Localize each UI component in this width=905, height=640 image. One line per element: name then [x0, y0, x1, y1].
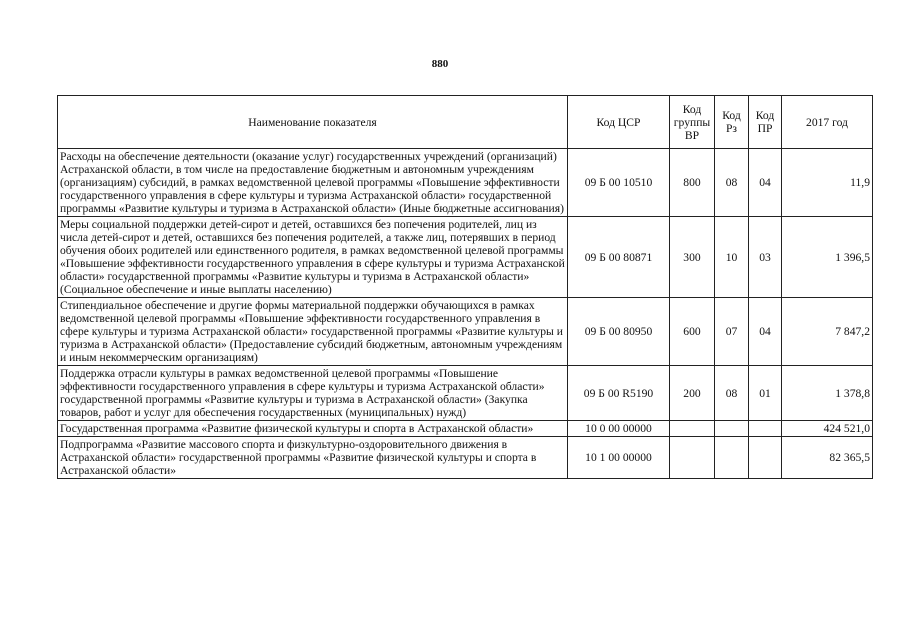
row-csr: 09 Б 00 80950: [568, 298, 670, 366]
row-vr: 600: [670, 298, 715, 366]
row-amount: 1 378,8: [782, 366, 873, 421]
row-csr: 10 0 00 00000: [568, 421, 670, 437]
row-rz: 08: [715, 149, 749, 217]
header-rz: Код Рз: [715, 96, 749, 149]
header-name: Наименование показателя: [58, 96, 568, 149]
row-csr: 09 Б 00 R5190: [568, 366, 670, 421]
row-name: Меры социальной поддержки детей-сирот и детей, оставшихся без попечения родителей, лиц из числа детей-сирот и детей, оставшихся без попечения родителей, а также лиц, потерявших в период обучения обоих родителей или единственного родителя, в рамках ведомственной целевой программы «Повышение эффективности государственного управления в сфере культуры и туризма Астраханской области» государственной программы «Развитие культуры и туризма в Астраханской области» (Социальное обеспечение и иные выплаты населению): [58, 217, 568, 298]
row-pr: 03: [749, 217, 782, 298]
row-vr: 300: [670, 217, 715, 298]
row-rz: [715, 421, 749, 437]
row-rz: 08: [715, 366, 749, 421]
row-vr: 200: [670, 366, 715, 421]
row-pr: 04: [749, 298, 782, 366]
row-amount: 1 396,5: [782, 217, 873, 298]
row-pr: 01: [749, 366, 782, 421]
header-year: 2017 год: [782, 96, 873, 149]
row-csr: 09 Б 00 80871: [568, 217, 670, 298]
row-rz: [715, 437, 749, 479]
row-csr: 10 1 00 00000: [568, 437, 670, 479]
table-row: [58, 366, 873, 421]
table-header: [58, 96, 873, 149]
budget-table: [57, 95, 873, 479]
table-row: [58, 298, 873, 366]
table-row: [58, 217, 873, 298]
row-rz: 07: [715, 298, 749, 366]
row-csr: 09 Б 00 10510: [568, 149, 670, 217]
row-pr: 04: [749, 149, 782, 217]
row-pr: [749, 421, 782, 437]
row-name: Поддержка отрасли культуры в рамках ведомственной целевой программы «Повышение эффективности государственного управления в сфере культуры и туризма Астраханской области» государственной программы «Развитие культуры и туризма в Астраханской области» (Закупка товаров, работ и услуг для обеспечения государственных (муниципальных) нужд): [58, 366, 568, 421]
header-vr: Код группы ВР: [670, 96, 715, 149]
table-body: [58, 149, 873, 479]
row-name: Государственная программа «Развитие физической культуры и спорта в Астраханской области»: [58, 421, 568, 437]
page-number: 880: [431, 58, 449, 70]
row-amount: 82 365,5: [782, 437, 873, 479]
table-row: [58, 437, 873, 479]
table-row: [58, 421, 873, 437]
header-csr: Код ЦСР: [568, 96, 670, 149]
header-row: [58, 96, 873, 149]
row-vr: [670, 437, 715, 479]
table-row: [58, 149, 873, 217]
row-rz: 10: [715, 217, 749, 298]
row-pr: [749, 437, 782, 479]
row-vr: 800: [670, 149, 715, 217]
row-name: Стипендиальное обеспечение и другие формы материальной поддержки обучающихся в рамках ведомственной целевой программы «Повышение эффективности государственного управления в сфере культуры и туризма Астраханской области» государственной программы «Развитие культуры и туризма в Астраханской области» (Предоставление субсидий бюджетным, автономным учреждениям и иным некоммерческим организациям): [58, 298, 568, 366]
row-name: Подпрограмма «Развитие массового спорта и физкультурно-оздоровительного движения в Астраханской области» государственной программы «Развитие физической культуры и спорта в Астраханской области»: [58, 437, 568, 479]
header-pr: Код ПР: [749, 96, 782, 149]
row-vr: [670, 421, 715, 437]
row-amount: 11,9: [782, 149, 873, 217]
row-amount: 424 521,0: [782, 421, 873, 437]
row-name: Расходы на обеспечение деятельности (оказание услуг) государственных учреждений (организаций) Астраханской области, в том числе на предоставление бюджетным и автономным учреждениям (организациям) субсидий, в рамках ведомственной целевой программы «Повышение эффективности государственного управления в сфере культуры и туризма Астраханской области» государственной программы «Развитие культуры и туризма в Астраханской области» (Иные бюджетные ассигнования): [58, 149, 568, 217]
row-amount: 7 847,2: [782, 298, 873, 366]
